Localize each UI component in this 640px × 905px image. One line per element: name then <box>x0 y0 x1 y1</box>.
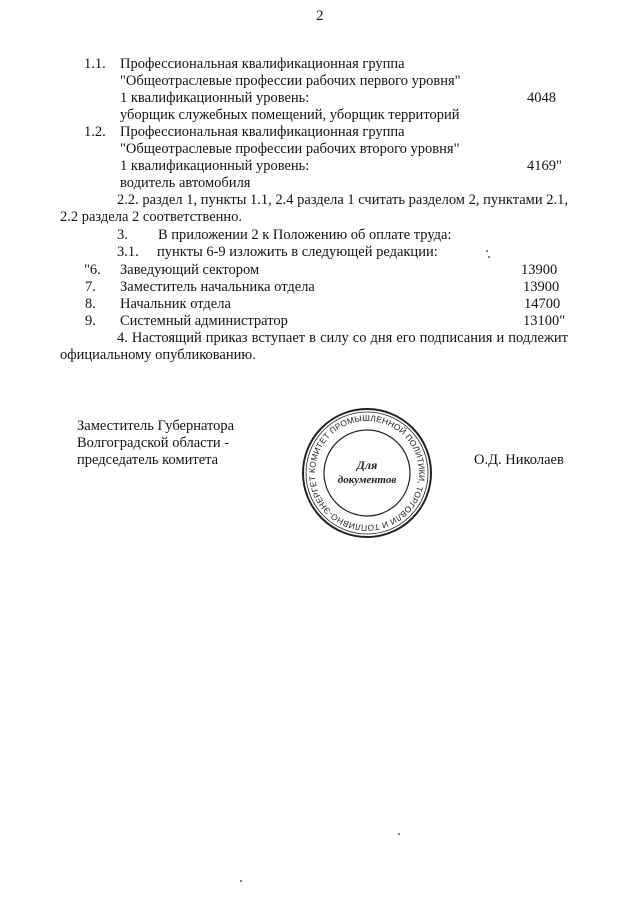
signatory-title-line: председатель комитета <box>77 452 219 468</box>
paragraph-2-2: 2.2. раздел 1, пункты 1.1, 2.4 раздела 1 считать разделом 2, пунктами 2.1, 2.2 раздела 2 соответственно. <box>60 192 568 225</box>
group-line: Профессиональная квалификационная группа <box>120 124 405 140</box>
group-number: 1.1. <box>84 56 106 72</box>
signatory-title-line: Заместитель Губернатора <box>77 418 235 434</box>
position-salary: 14700 <box>524 296 561 312</box>
position-number: 7. <box>85 279 96 295</box>
position-salary: 13100" <box>523 313 566 329</box>
stamp-center-line2: документов <box>337 474 397 486</box>
group-line: уборщик служебных помещений, уборщик территорий <box>120 107 460 123</box>
position-number: "6. <box>84 262 101 278</box>
group-value: 4169" <box>527 158 562 174</box>
position-number: 8. <box>85 296 96 312</box>
paragraph-4: 4. Настоящий приказ вступает в силу со дня его подписания и подлежит официальному опубликованию. <box>60 330 568 363</box>
item-3-1-number: 3.1. <box>117 244 139 260</box>
group-number: 1.2. <box>84 124 106 140</box>
scan-speck <box>486 250 488 252</box>
scan-speck <box>398 833 400 835</box>
group-line: Профессиональная квалификационная группа <box>120 56 405 72</box>
item-3-text: В приложении 2 к Положению об оплате труда: <box>158 227 452 243</box>
position-title: Системный администратор <box>120 313 288 329</box>
group-line: 1 квалификационный уровень: <box>120 158 310 174</box>
position-title: Начальник отдела <box>120 296 231 312</box>
group-line: 1 квалификационный уровень: <box>120 90 310 106</box>
official-stamp <box>299 405 435 541</box>
position-salary: 13900 <box>523 279 560 295</box>
item-3-1-text: пункты 6-9 изложить в следующей редакции: <box>157 244 438 260</box>
group-line: водитель автомобиля <box>120 175 251 191</box>
stamp-ring-text: КОМИТЕТ ПРОМЫШЛЕННОЙ ПОЛИТИКИ, ТОРГОВЛИ И ТОПЛИВНО-ЭНЕРГЕТ <box>306 412 428 534</box>
page-number: 2 <box>316 8 324 24</box>
group-line: "Общеотраслевые профессии рабочих первого уровня" <box>120 73 461 89</box>
position-title: Заведующий сектором <box>120 262 260 278</box>
item-3-number: 3. <box>117 227 128 243</box>
position-number: 9. <box>85 313 96 329</box>
position-title: Заместитель начальника отдела <box>120 279 315 295</box>
signatory-name: О.Д. Николаев <box>474 452 564 468</box>
scan-speck <box>240 880 242 882</box>
group-line: "Общеотраслевые профессии рабочих второго уровня" <box>120 141 460 157</box>
position-salary: 13900 <box>521 262 558 278</box>
stamp-center-line1: Для <box>356 458 378 472</box>
signatory-title-line: Волгоградской области - <box>77 435 230 451</box>
scan-speck <box>488 256 490 258</box>
group-value: 4048 <box>527 90 556 106</box>
